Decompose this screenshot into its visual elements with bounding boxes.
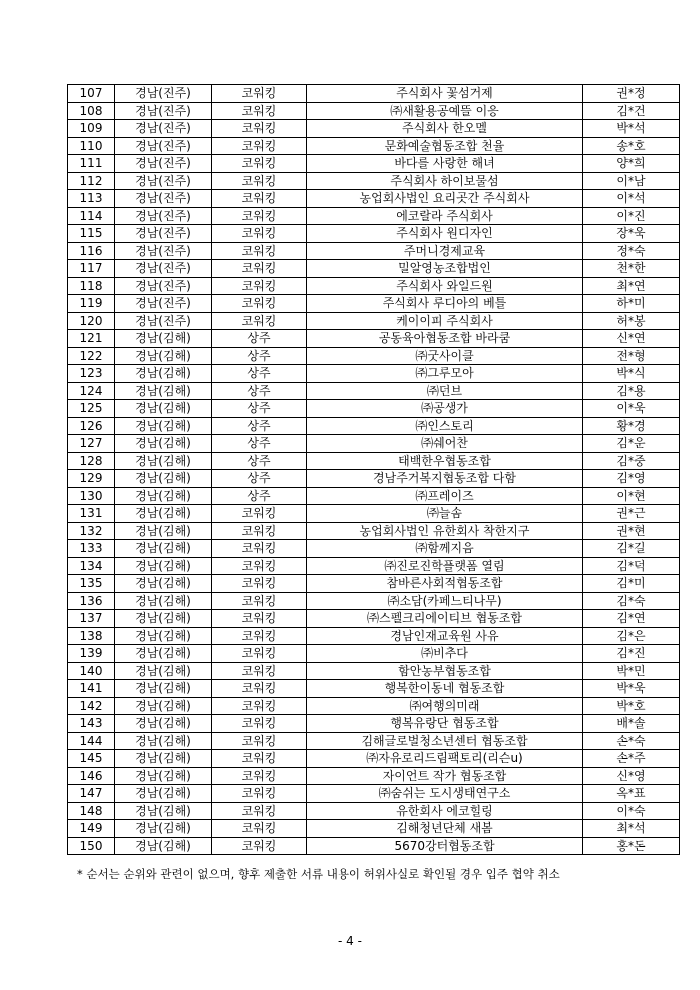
space-type-cell: 코워킹 xyxy=(212,85,307,103)
company-name-cell: 바다를 사랑한 해녀 xyxy=(307,155,583,173)
region-cell: 경남(김해) xyxy=(115,785,212,803)
company-name-cell: ㈜비추다 xyxy=(307,645,583,663)
table-row xyxy=(68,750,680,768)
row-number-cell: 142 xyxy=(68,697,115,715)
region-cell: 경남(진주) xyxy=(115,102,212,120)
table-row xyxy=(68,627,680,645)
region-cell: 경남(김해) xyxy=(115,715,212,733)
space-type-cell: 코워킹 xyxy=(212,172,307,190)
representative-cell: 허*봉 xyxy=(583,312,680,330)
space-type-cell: 코워킹 xyxy=(212,120,307,138)
space-type-cell: 코워킹 xyxy=(212,557,307,575)
row-number-cell: 109 xyxy=(68,120,115,138)
region-cell: 경남(김해) xyxy=(115,750,212,768)
region-cell: 경남(김해) xyxy=(115,592,212,610)
region-cell: 경남(김해) xyxy=(115,522,212,540)
space-type-cell: 코워킹 xyxy=(212,312,307,330)
representative-cell: 김*덕 xyxy=(583,557,680,575)
table-row xyxy=(68,137,680,155)
company-name-cell: ㈜새활용공예뜰 이응 xyxy=(307,102,583,120)
region-cell: 경남(김해) xyxy=(115,365,212,383)
row-number-cell: 112 xyxy=(68,172,115,190)
row-number-cell: 138 xyxy=(68,627,115,645)
row-number-cell: 139 xyxy=(68,645,115,663)
representative-cell: 권*정 xyxy=(583,85,680,103)
space-type-cell: 상주 xyxy=(212,400,307,418)
row-number-cell: 121 xyxy=(68,330,115,348)
space-type-cell: 코워킹 xyxy=(212,260,307,278)
representative-cell: 손*주 xyxy=(583,750,680,768)
space-type-cell: 코워킹 xyxy=(212,645,307,663)
space-type-cell: 코워킹 xyxy=(212,697,307,715)
representative-cell: 양*희 xyxy=(583,155,680,173)
company-name-cell: 김해글로벌청소년센터 협동조합 xyxy=(307,732,583,750)
table-row xyxy=(68,820,680,838)
space-type-cell: 코워킹 xyxy=(212,715,307,733)
table-row xyxy=(68,452,680,470)
row-number-cell: 128 xyxy=(68,452,115,470)
company-name-cell: ㈜진로진학플랫폼 열림 xyxy=(307,557,583,575)
company-name-cell: 주머니경제교육 xyxy=(307,242,583,260)
space-type-cell: 코워킹 xyxy=(212,190,307,208)
company-name-cell: ㈜그루모아 xyxy=(307,365,583,383)
space-type-cell: 코워킹 xyxy=(212,767,307,785)
row-number-cell: 118 xyxy=(68,277,115,295)
region-cell: 경남(김해) xyxy=(115,557,212,575)
row-number-cell: 115 xyxy=(68,225,115,243)
company-name-cell: 유한회사 에코힐링 xyxy=(307,802,583,820)
row-number-cell: 125 xyxy=(68,400,115,418)
space-type-cell: 상주 xyxy=(212,487,307,505)
representative-cell: 박*석 xyxy=(583,120,680,138)
company-name-cell: 밀알영농조합법인 xyxy=(307,260,583,278)
space-type-cell: 코워킹 xyxy=(212,592,307,610)
region-cell: 경남(김해) xyxy=(115,435,212,453)
representative-cell: 신*연 xyxy=(583,330,680,348)
row-number-cell: 147 xyxy=(68,785,115,803)
region-cell: 경남(진주) xyxy=(115,155,212,173)
representative-cell: 홍*돈 xyxy=(583,837,680,855)
table-row xyxy=(68,400,680,418)
region-cell: 경남(김해) xyxy=(115,347,212,365)
row-number-cell: 117 xyxy=(68,260,115,278)
region-cell: 경남(진주) xyxy=(115,190,212,208)
space-type-cell: 상주 xyxy=(212,347,307,365)
space-type-cell: 코워킹 xyxy=(212,137,307,155)
company-name-cell: 에코랄라 주식회사 xyxy=(307,207,583,225)
space-type-cell: 상주 xyxy=(212,470,307,488)
company-name-cell: 주식회사 루디아의 베틀 xyxy=(307,295,583,313)
company-name-cell: ㈜늘솜 xyxy=(307,505,583,523)
representative-cell: 권*현 xyxy=(583,522,680,540)
representative-cell: 옥*표 xyxy=(583,785,680,803)
company-name-cell: 경남주거복지협동조합 다함 xyxy=(307,470,583,488)
region-cell: 경남(진주) xyxy=(115,137,212,155)
row-number-cell: 124 xyxy=(68,382,115,400)
row-number-cell: 149 xyxy=(68,820,115,838)
representative-cell: 김*영 xyxy=(583,470,680,488)
footnote: * 순서는 순위와 관련이 없으며, 향후 제출한 서류 내용이 허위사실로 확인될 경우 입주 협약 취소 xyxy=(77,867,560,881)
company-name-cell: 농업회사법인 유한회사 착한지구 xyxy=(307,522,583,540)
region-cell: 경남(김해) xyxy=(115,802,212,820)
representative-cell: 천*한 xyxy=(583,260,680,278)
region-cell: 경남(김해) xyxy=(115,820,212,838)
representative-cell: 전*형 xyxy=(583,347,680,365)
region-cell: 경남(김해) xyxy=(115,400,212,418)
region-cell: 경남(진주) xyxy=(115,85,212,103)
row-number-cell: 136 xyxy=(68,592,115,610)
region-cell: 경남(김해) xyxy=(115,505,212,523)
space-type-cell: 코워킹 xyxy=(212,207,307,225)
table-row xyxy=(68,767,680,785)
table-row xyxy=(68,172,680,190)
space-type-cell: 상주 xyxy=(212,330,307,348)
company-name-cell: 주식회사 원디자인 xyxy=(307,225,583,243)
table-row xyxy=(68,575,680,593)
table-row xyxy=(68,277,680,295)
representative-cell: 김*은 xyxy=(583,627,680,645)
region-cell: 경남(김해) xyxy=(115,732,212,750)
representative-cell: 김*중 xyxy=(583,452,680,470)
region-cell: 경남(진주) xyxy=(115,172,212,190)
region-cell: 경남(김해) xyxy=(115,837,212,855)
table-row xyxy=(68,85,680,103)
region-cell: 경남(김해) xyxy=(115,540,212,558)
company-name-cell: ㈜공생가 xyxy=(307,400,583,418)
table-row xyxy=(68,785,680,803)
representative-cell: 김*용 xyxy=(583,382,680,400)
table-row xyxy=(68,680,680,698)
table-row xyxy=(68,837,680,855)
representative-cell: 김*숙 xyxy=(583,592,680,610)
region-cell: 경남(김해) xyxy=(115,680,212,698)
table-row xyxy=(68,645,680,663)
company-name-cell: ㈜자유로리드림팩토리(리슨u) xyxy=(307,750,583,768)
representative-cell: 박*식 xyxy=(583,365,680,383)
space-type-cell: 상주 xyxy=(212,365,307,383)
row-number-cell: 111 xyxy=(68,155,115,173)
company-name-cell: ㈜소담(카페느티나무) xyxy=(307,592,583,610)
region-cell: 경남(진주) xyxy=(115,120,212,138)
region-cell: 경남(김해) xyxy=(115,645,212,663)
space-type-cell: 코워킹 xyxy=(212,575,307,593)
company-name-cell: 공동육아협동조합 바라쿰 xyxy=(307,330,583,348)
row-number-cell: 143 xyxy=(68,715,115,733)
row-number-cell: 150 xyxy=(68,837,115,855)
table-row xyxy=(68,522,680,540)
table-row xyxy=(68,557,680,575)
region-cell: 경남(김해) xyxy=(115,610,212,628)
row-number-cell: 110 xyxy=(68,137,115,155)
space-type-cell: 코워킹 xyxy=(212,802,307,820)
space-type-cell: 코워킹 xyxy=(212,820,307,838)
space-type-cell: 코워킹 xyxy=(212,102,307,120)
representative-cell: 박*호 xyxy=(583,697,680,715)
company-name-cell: 참바른사회적협동조합 xyxy=(307,575,583,593)
region-cell: 경남(김해) xyxy=(115,575,212,593)
representative-cell: 장*욱 xyxy=(583,225,680,243)
region-cell: 경남(진주) xyxy=(115,277,212,295)
row-number-cell: 133 xyxy=(68,540,115,558)
row-number-cell: 131 xyxy=(68,505,115,523)
representative-cell: 정*숙 xyxy=(583,242,680,260)
table-row xyxy=(68,540,680,558)
row-number-cell: 134 xyxy=(68,557,115,575)
company-name-cell: ㈜프레이즈 xyxy=(307,487,583,505)
region-cell: 경남(김해) xyxy=(115,470,212,488)
space-type-cell: 코워킹 xyxy=(212,225,307,243)
region-cell: 경남(진주) xyxy=(115,295,212,313)
company-name-cell: ㈜여행의미래 xyxy=(307,697,583,715)
row-number-cell: 116 xyxy=(68,242,115,260)
region-cell: 경남(김해) xyxy=(115,452,212,470)
table-row xyxy=(68,417,680,435)
space-type-cell: 코워킹 xyxy=(212,242,307,260)
representative-cell: 이*숙 xyxy=(583,802,680,820)
region-cell: 경남(김해) xyxy=(115,382,212,400)
row-number-cell: 135 xyxy=(68,575,115,593)
company-name-cell: 경남인재교육원 사유 xyxy=(307,627,583,645)
row-number-cell: 129 xyxy=(68,470,115,488)
company-name-cell: ㈜굿사이클 xyxy=(307,347,583,365)
row-number-cell: 120 xyxy=(68,312,115,330)
table-row xyxy=(68,470,680,488)
space-type-cell: 상주 xyxy=(212,435,307,453)
space-type-cell: 상주 xyxy=(212,382,307,400)
space-type-cell: 코워킹 xyxy=(212,155,307,173)
space-type-cell: 코워킹 xyxy=(212,837,307,855)
table-row xyxy=(68,207,680,225)
space-type-cell: 코워킹 xyxy=(212,610,307,628)
space-type-cell: 코워킹 xyxy=(212,750,307,768)
representative-cell: 이*남 xyxy=(583,172,680,190)
company-name-cell: 행복한이동네 협동조합 xyxy=(307,680,583,698)
row-number-cell: 122 xyxy=(68,347,115,365)
tenant-list-table xyxy=(67,84,680,855)
region-cell: 경남(진주) xyxy=(115,260,212,278)
table-row xyxy=(68,365,680,383)
space-type-cell: 코워킹 xyxy=(212,505,307,523)
row-number-cell: 119 xyxy=(68,295,115,313)
region-cell: 경남(진주) xyxy=(115,242,212,260)
company-name-cell: 김해청년단체 새봄 xyxy=(307,820,583,838)
company-name-cell: 농업회사법인 요리곳간 주식회사 xyxy=(307,190,583,208)
representative-cell: 김*미 xyxy=(583,575,680,593)
representative-cell: 최*석 xyxy=(583,820,680,838)
region-cell: 경남(진주) xyxy=(115,207,212,225)
space-type-cell: 코워킹 xyxy=(212,680,307,698)
row-number-cell: 123 xyxy=(68,365,115,383)
table-row xyxy=(68,732,680,750)
table-row xyxy=(68,715,680,733)
representative-cell: 김*건 xyxy=(583,102,680,120)
representative-cell: 박*욱 xyxy=(583,680,680,698)
company-name-cell: 자이언트 작가 협동조합 xyxy=(307,767,583,785)
region-cell: 경남(김해) xyxy=(115,487,212,505)
table-row xyxy=(68,662,680,680)
representative-cell: 송*호 xyxy=(583,137,680,155)
space-type-cell: 코워킹 xyxy=(212,662,307,680)
representative-cell: 김*길 xyxy=(583,540,680,558)
company-name-cell: ㈜숨쉬는 도시생태연구소 xyxy=(307,785,583,803)
space-type-cell: 코워킹 xyxy=(212,295,307,313)
space-type-cell: 코워킹 xyxy=(212,540,307,558)
table-row xyxy=(68,190,680,208)
representative-cell: 황*경 xyxy=(583,417,680,435)
company-name-cell: 문화예술협동조합 천율 xyxy=(307,137,583,155)
representative-cell: 이*현 xyxy=(583,487,680,505)
region-cell: 경남(김해) xyxy=(115,697,212,715)
company-name-cell: 5670강터협동조합 xyxy=(307,837,583,855)
table-row xyxy=(68,505,680,523)
representative-cell: 김*진 xyxy=(583,645,680,663)
table-row xyxy=(68,225,680,243)
table-row xyxy=(68,697,680,715)
representative-cell: 배*솔 xyxy=(583,715,680,733)
region-cell: 경남(김해) xyxy=(115,767,212,785)
row-number-cell: 148 xyxy=(68,802,115,820)
company-name-cell: 행복유랑단 협동조합 xyxy=(307,715,583,733)
row-number-cell: 146 xyxy=(68,767,115,785)
region-cell: 경남(김해) xyxy=(115,627,212,645)
region-cell: 경남(김해) xyxy=(115,662,212,680)
row-number-cell: 145 xyxy=(68,750,115,768)
space-type-cell: 코워킹 xyxy=(212,785,307,803)
table-row xyxy=(68,155,680,173)
row-number-cell: 126 xyxy=(68,417,115,435)
table-row xyxy=(68,295,680,313)
row-number-cell: 137 xyxy=(68,610,115,628)
space-type-cell: 상주 xyxy=(212,452,307,470)
space-type-cell: 코워킹 xyxy=(212,732,307,750)
row-number-cell: 127 xyxy=(68,435,115,453)
company-name-cell: ㈜쉐어찬 xyxy=(307,435,583,453)
company-name-cell: 주식회사 한오멜 xyxy=(307,120,583,138)
table-row xyxy=(68,487,680,505)
table-row xyxy=(68,610,680,628)
representative-cell: 권*근 xyxy=(583,505,680,523)
table-row xyxy=(68,312,680,330)
table-row xyxy=(68,435,680,453)
space-type-cell: 코워킹 xyxy=(212,627,307,645)
page-number: - 4 - xyxy=(338,934,362,948)
representative-cell: 손*숙 xyxy=(583,732,680,750)
representative-cell: 신*영 xyxy=(583,767,680,785)
space-type-cell: 코워킹 xyxy=(212,522,307,540)
representative-cell: 박*민 xyxy=(583,662,680,680)
region-cell: 경남(김해) xyxy=(115,330,212,348)
row-number-cell: 140 xyxy=(68,662,115,680)
table-row xyxy=(68,242,680,260)
table-row xyxy=(68,382,680,400)
table-row xyxy=(68,347,680,365)
table-row xyxy=(68,802,680,820)
row-number-cell: 144 xyxy=(68,732,115,750)
table-row xyxy=(68,260,680,278)
representative-cell: 이*진 xyxy=(583,207,680,225)
row-number-cell: 113 xyxy=(68,190,115,208)
table-row xyxy=(68,102,680,120)
representative-cell: 하*미 xyxy=(583,295,680,313)
table-row xyxy=(68,592,680,610)
row-number-cell: 141 xyxy=(68,680,115,698)
representative-cell: 이*욱 xyxy=(583,400,680,418)
company-name-cell: 주식회사 꽃섬거제 xyxy=(307,85,583,103)
region-cell: 경남(진주) xyxy=(115,225,212,243)
representative-cell: 이*석 xyxy=(583,190,680,208)
table-row xyxy=(68,330,680,348)
row-number-cell: 114 xyxy=(68,207,115,225)
company-name-cell: ㈜던브 xyxy=(307,382,583,400)
company-name-cell: ㈜스펠크리에이티브 협동조합 xyxy=(307,610,583,628)
table-row xyxy=(68,120,680,138)
representative-cell: 김*운 xyxy=(583,435,680,453)
row-number-cell: 130 xyxy=(68,487,115,505)
company-name-cell: 함안농부협동조합 xyxy=(307,662,583,680)
company-name-cell: 주식회사 와일드원 xyxy=(307,277,583,295)
company-name-cell: ㈜함께지음 xyxy=(307,540,583,558)
space-type-cell: 상주 xyxy=(212,417,307,435)
company-name-cell: 태백한우협동조합 xyxy=(307,452,583,470)
row-number-cell: 108 xyxy=(68,102,115,120)
row-number-cell: 132 xyxy=(68,522,115,540)
row-number-cell: 107 xyxy=(68,85,115,103)
space-type-cell: 코워킹 xyxy=(212,277,307,295)
representative-cell: 김*연 xyxy=(583,610,680,628)
company-name-cell: 케이이피 주식회사 xyxy=(307,312,583,330)
company-name-cell: ㈜인스토리 xyxy=(307,417,583,435)
table-body xyxy=(68,85,680,855)
representative-cell: 최*연 xyxy=(583,277,680,295)
company-name-cell: 주식회사 하이보물섬 xyxy=(307,172,583,190)
region-cell: 경남(진주) xyxy=(115,312,212,330)
region-cell: 경남(김해) xyxy=(115,417,212,435)
